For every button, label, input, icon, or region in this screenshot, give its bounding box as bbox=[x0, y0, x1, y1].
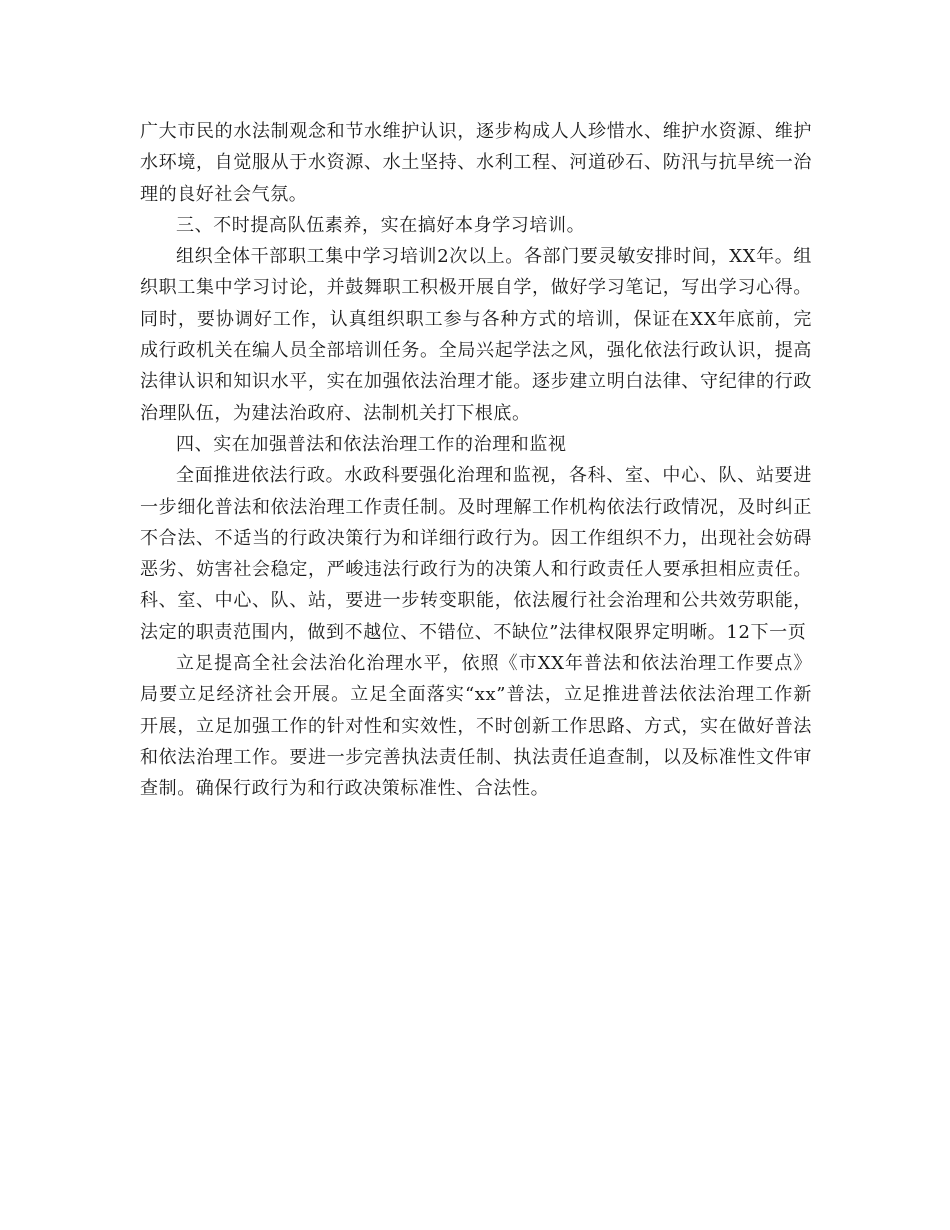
paragraph-water-awareness: 广大市民的水法制观念和节水维护认识，逐步构成人人珍惜水、维护水资源、维护水环境，自觉服从于水资源、水土坚持、水利工程、河道砂石、防汛与抗旱统一治理的良好社会气氛。 bbox=[140, 121, 812, 205]
document-page bbox=[140, 116, 812, 805]
paragraph-rule-of-law: 立足提高全社会法治化治理水平，依照《市XX年普法和依法治理工作要点》局要立足经济社会开展。立足全面落实“xx”普法，立足推进普法依法治理工作新开展，立足加强工作的针对性和实效性，不时创新工作思路、方式，实在做好普法和依法治理工作。要进一步完善执法责任制、执法责任追查制，以及标准性文件审查制。确保行政行为和行政决策标准性、合法性。 bbox=[140, 653, 812, 800]
paragraph-administration: 全面推进依法行政。水政科要强化治理和监视，各科、室、中心、队、站要进一步细化普法和依法治理工作责任制。及时理解工作机构依法行政情况，及时纠正不合法、不适当的行政决策行为和详细行政行为。因工作组织不力，出现社会妨碍恶劣、妨害社会稳定，严峻违法行政行为的决策人和行政责任人要承担相应责任。科、室、中心、队、站，要进一步转变职能，依法履行社会治理和公共效劳职能，法定的职责范围内，做到不越位、不错位、不缺位”法律权限界定明晰。12下一页 bbox=[140, 465, 812, 643]
paragraph-training: 组织全体干部职工集中学习培训2次以上。各部门要灵敏安排时间，XX年。组织职工集中学习讨论，并鼓舞职工积极开展自学，做好学习笔记，写出学习心得。同时，要协调好工作，认真组织职工参与各种方式的培训，保证在XX年底前，完成行政机关在编人员全部培训任务。全局兴起学法之风，强化依法行政认识，提高法律认识和知识水平，实在加强依法治理才能。逐步建立明白法律、守纪律的行政治理队伍，为建法治政府、法制机关打下根底。 bbox=[140, 246, 812, 424]
heading-section-four: 四、实在加强普法和依法治理工作的治理和监视 bbox=[176, 433, 567, 455]
heading-section-three: 三、不时提高队伍素养，实在搞好本身学习培训。 bbox=[176, 214, 586, 236]
